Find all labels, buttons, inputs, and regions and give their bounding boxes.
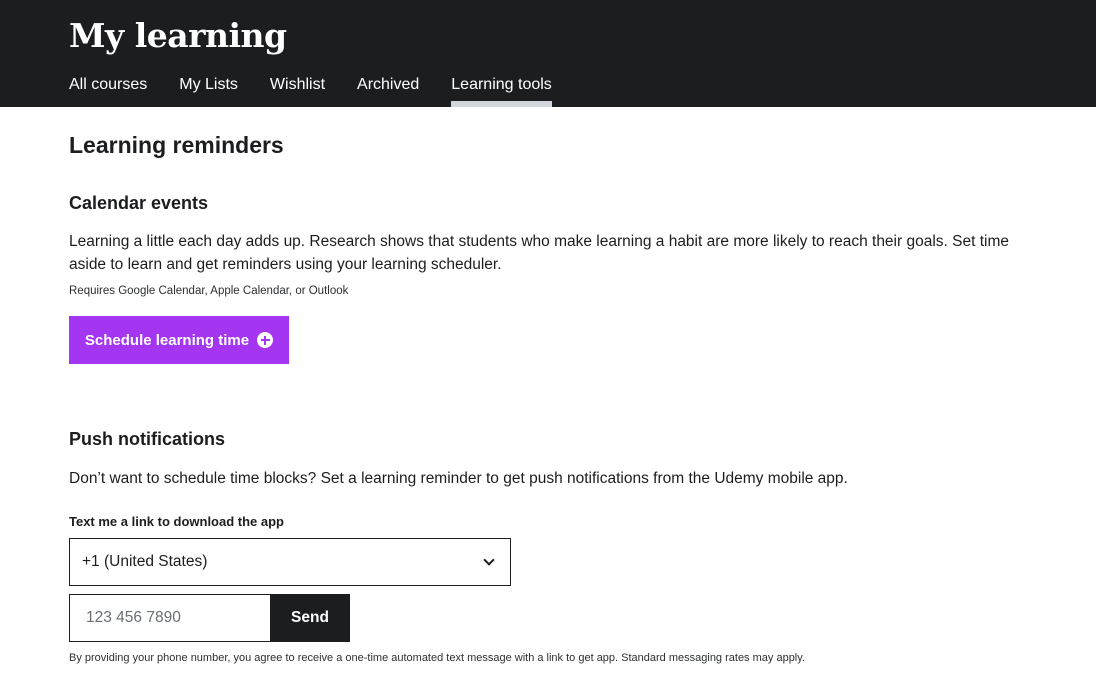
country-code-value: +1 (United States) xyxy=(82,553,208,570)
phone-number-input[interactable] xyxy=(69,594,271,642)
tab-my-lists[interactable]: My Lists xyxy=(179,76,238,93)
plus-circle-icon xyxy=(257,332,273,348)
tab-bar xyxy=(69,74,584,107)
schedule-button-label: Schedule learning time xyxy=(84,331,250,349)
top-header xyxy=(0,0,1096,107)
calendar-requirements: Requires Google Calendar, Apple Calendar, or Outlook xyxy=(69,285,349,297)
section-title: Learning reminders xyxy=(69,132,284,158)
tab-archived[interactable]: Archived xyxy=(357,76,420,93)
chevron-down-icon xyxy=(483,554,494,565)
schedule-learning-time-button[interactable] xyxy=(69,316,289,364)
push-notifications-title: Push notifications xyxy=(69,429,226,449)
push-description: Don’t want to schedule time blocks? Set a learning reminder to get push notifications from the Udemy mobile app. xyxy=(69,470,848,487)
calendar-description: Learning a little each day adds up. Research shows that students who make learning a habit are more likely to reach their goals. Set time aside to learn and get reminders using your learning scheduler. xyxy=(69,233,1009,273)
calendar-events-title: Calendar events xyxy=(69,193,209,213)
sms-disclaimer: By providing your phone number, you agree to receive a one-time automated text message with a link to get app. Standard messaging rates may apply. xyxy=(69,652,805,664)
page-title: My learning xyxy=(69,16,287,55)
download-app-label: Text me a link to download the app xyxy=(69,514,285,529)
tab-learning-tools[interactable]: Learning tools xyxy=(451,74,552,107)
tab-all-courses[interactable]: All courses xyxy=(69,76,148,93)
send-button[interactable]: Send xyxy=(270,594,350,642)
tab-wishlist[interactable]: Wishlist xyxy=(269,76,326,93)
country-code-select[interactable] xyxy=(69,538,511,586)
